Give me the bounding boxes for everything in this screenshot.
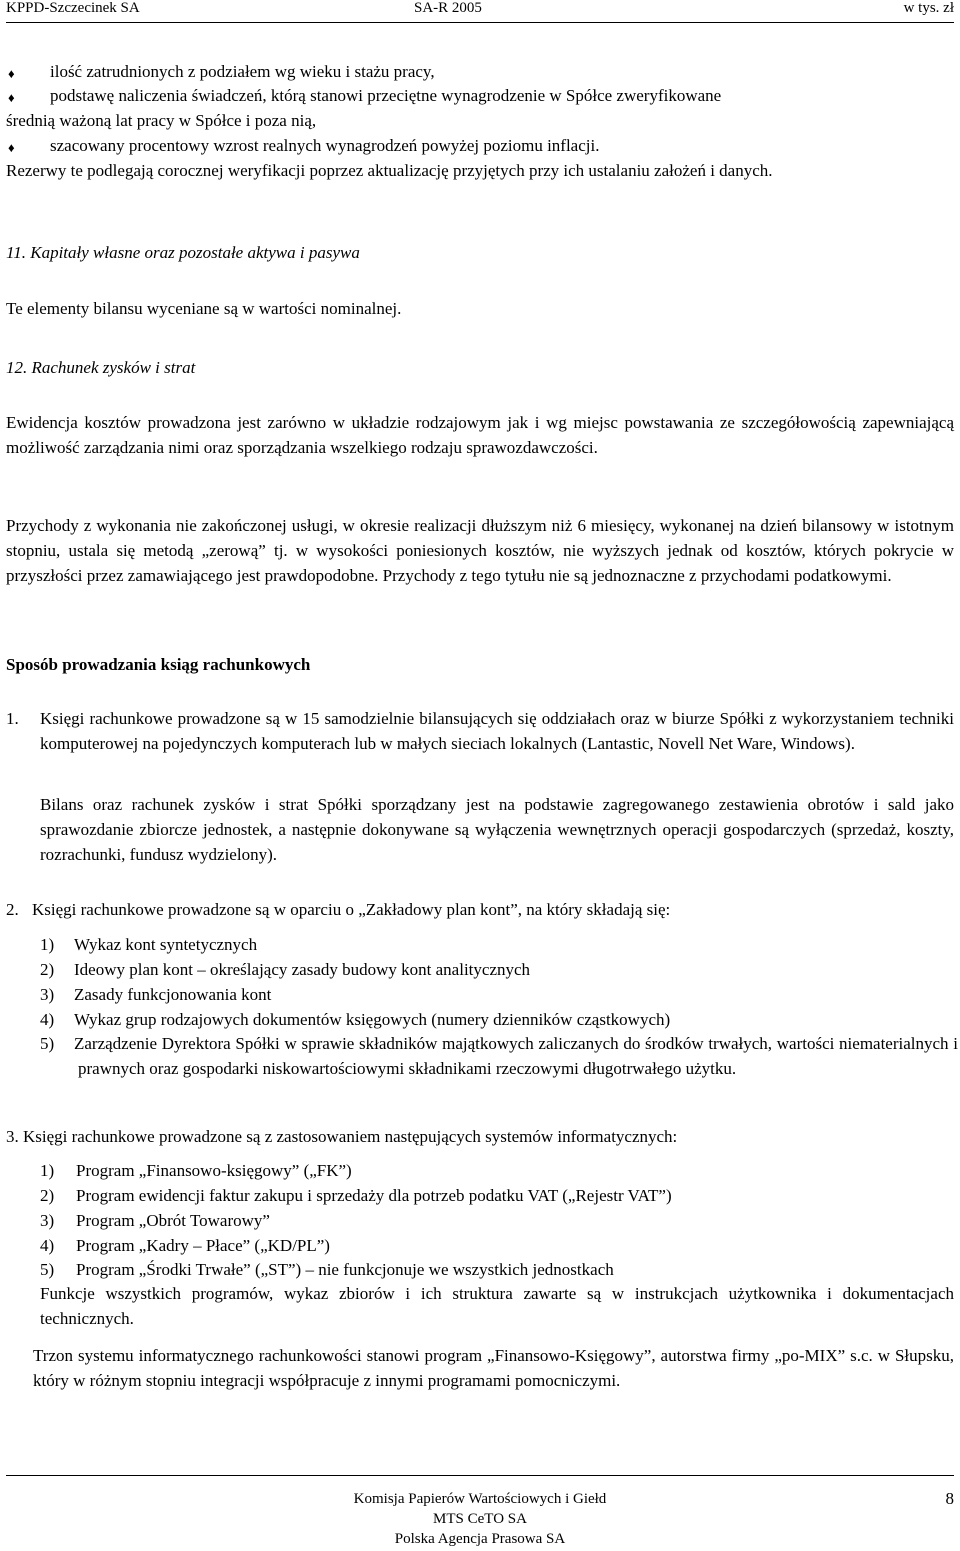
list3-item: Program ewidencji faktur zakupu i sprzedaży dla potrzeb podatku VAT („Rejestr VAT”) [76, 1186, 672, 1205]
footer-line-2: MTS CeTO SA [433, 1511, 527, 1527]
header-company: KPPD-Szczecinek SA [6, 0, 140, 16]
sposob-heading: Sposób prowadzania ksiąg rachunkowych [6, 655, 311, 674]
header-report: SA-R 2005 [414, 0, 482, 16]
list3-item: Program „Obrót Towarowy” [76, 1211, 270, 1230]
list2-number: 5) [40, 1034, 55, 1053]
bullet-item: ilość zatrudnionych z podziałem wg wieku i stażu pracy, [50, 62, 435, 81]
list3-number: 3) [40, 1211, 55, 1230]
section-12-paragraph-2: Przychody z wykonania nie zakończonej usługi, w okresie realizacji dłuższym niż 6 miesięcy, wykonanej na dzień bilansowy w istotnym stopniu, ustala się metodą „zerową” tj. w wysokości poniesionych kosztów, nie wyższych jednak od kosztów, których pokrycie w przyszłości przez zamawiającego jest prawdopodobne. Przychody z tego tytułu nie są jednoznaczne z przychodami podatkowymi. [6, 516, 954, 585]
bullet-diamond-icon: ♦ [8, 90, 15, 105]
bullet-item: podstawę naliczenia świadczeń, którą stanowi przeciętne wynagrodzenie w Spółce zweryfikowane [50, 86, 722, 105]
item-3-text: 3. Księgi rachunkowe prowadzone są z zastosowaniem następujących systemów informatycznych: [6, 1127, 678, 1146]
item-1-bilans: Bilans oraz rachunek zysków i strat Spółki sporządzany jest na podstawie zagregowanego zestawienia obrotów i sald jako sprawozdanie zbiorcze jednostek, a następnie dokonywane są wyłączenia wewnętrznych operacji gospodarczych (sprzedaż, koszty, rozrachunki, fundusz wydzielony). [40, 795, 954, 864]
bullet-item: szacowany procentowy wzrost realnych wynagrodzeń powyżej poziomu inflacji. [50, 136, 600, 155]
list2-number: 2) [40, 960, 55, 979]
page-header [6, 0, 954, 23]
item-1-number: 1. [6, 709, 19, 728]
list2-item: Wykaz grup rodzajowych dokumentów księgowych (numery dzienników cząstkowych) [74, 1010, 671, 1029]
footer-line-3: Polska Agencja Prasowa SA [394, 1531, 566, 1547]
list2-item: Zasady funkcjonowania kont [74, 985, 272, 1004]
list2-item: Zarządzenie Dyrektora Spółki w sprawie składników majątkowych zaliczanych do środków trwałych, wartości niematerialnych i prawnych oraz gospodarki niskowartościowymi składnikami rzeczowymi długotrwałego użytku. [74, 1034, 958, 1078]
list2-number: 4) [40, 1010, 55, 1029]
bullet-diamond-icon: ♦ [8, 140, 15, 155]
bullet-diamond-icon: ♦ [8, 66, 15, 81]
bullet-item-continuation: średnią ważoną lat pracy w Spółce i poza nią, [6, 111, 317, 130]
list3-number: 5) [40, 1260, 55, 1279]
header-unit: w tys. zł [903, 0, 954, 16]
footer-divider [6, 1475, 954, 1476]
funkcje-paragraph: Funkcje wszystkich programów, wykaz zbiorów i ich struktura zawarte są w instrukcjach użytkownika i dokumentacjach technicznych. [40, 1284, 954, 1328]
list3-number: 2) [40, 1186, 55, 1205]
list3-number: 4) [40, 1236, 55, 1255]
item-2-number: 2. [6, 900, 19, 919]
rezerwy-paragraph: Rezerwy te podlegają corocznej weryfikacji poprzez aktualizację przyjętych przy ich ustalaniu założeń i danych. [6, 161, 773, 180]
list3-number: 1) [40, 1161, 55, 1180]
section-12-paragraph-1: Ewidencja kosztów prowadzona jest zarówno w układzie rodzajowym jak i wg miejsc powstawania ze szczegółowością zapewniającą możliwość zarządzania nimi oraz sporządzania wszelkiego rodzaju sprawozdawczości. [6, 413, 954, 457]
page-footer [0, 1489, 960, 1549]
section-11-heading: 11. Kapitały własne oraz pozostałe aktywa i pasywa [6, 243, 360, 262]
page-number: 8 [945, 1489, 954, 1508]
list2-number: 3) [40, 985, 55, 1004]
list3-item: Program „Finansowo-księgowy” („FK”) [76, 1161, 352, 1180]
item-2-text: Księgi rachunkowe prowadzone są w oparciu o „Zakładowy plan kont”, na który składają się: [32, 900, 671, 919]
list2-item: Wykaz kont syntetycznych [74, 935, 258, 954]
list3-item: Program „Środki Trwałe” („ST”) – nie funkcjonuje we wszystkich jednostkach [76, 1260, 614, 1279]
footer-line-1: Komisja Papierów Wartościowych i Giełd [353, 1491, 607, 1507]
item-1-text: Księgi rachunkowe prowadzone są w 15 samodzielnie bilansujących się oddziałach oraz w biurze Spółki z wykorzystaniem techniki komputerowej na pojedynczych komputerach lub w małych sieciach lokalnych (Lantastic, Novell Net Ware, Windows). [40, 709, 954, 753]
list2-item: Ideowy plan kont – określający zasady budowy kont analitycznych [74, 960, 531, 979]
section-11-text: Te elementy bilansu wyceniane są w wartości nominalnej. [6, 299, 402, 318]
trzon-paragraph: Trzon systemu informatycznego rachunkowości stanowi program „Finansowo-Księgowy”, autorstwa firmy „po-MIX” s.c. w Słupsku, który w różnym stopniu integracji współpracuje z innymi programami pomocniczymi. [33, 1346, 954, 1390]
list3-item: Program „Kadry – Płace” („KD/PL”) [76, 1236, 330, 1255]
section-12-heading: 12. Rachunek zysków i strat [6, 358, 196, 377]
list2-number: 1) [40, 935, 55, 954]
